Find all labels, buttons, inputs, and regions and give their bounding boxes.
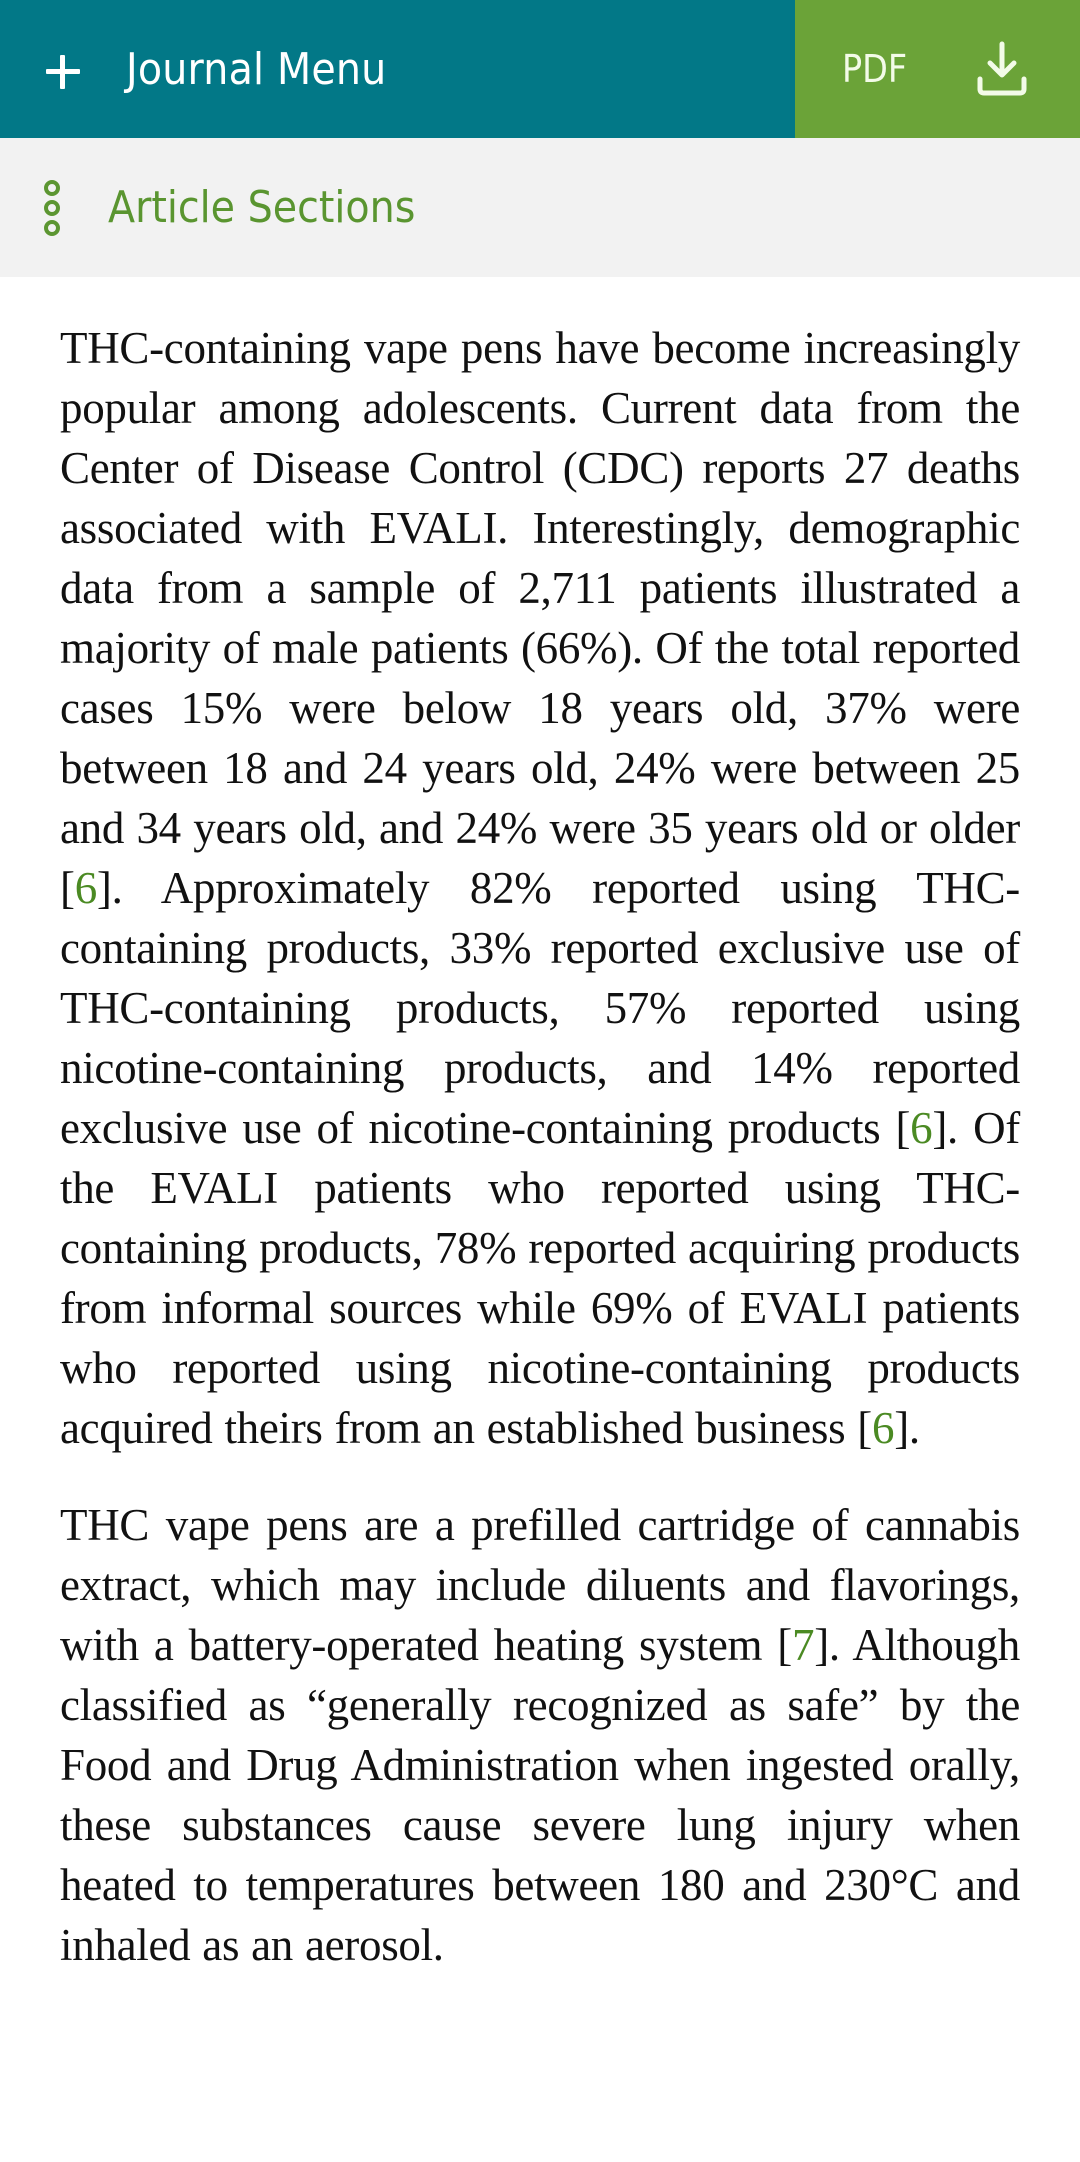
download-icon <box>976 41 1028 97</box>
pdf-download-button[interactable] <box>795 0 1080 138</box>
paragraph-text: ]. Although classified as “generally recognized as safe” by the Food and Drug Administration when ingested orally, these substances cause severe lung injury when heated to temperatures between 180 and 230°C and inhaled as an aerosol. <box>60 1620 1020 1970</box>
citation-link-6[interactable]: 6 <box>910 1103 933 1153</box>
citation-link-7[interactable]: 7 <box>791 1620 815 1670</box>
citation-link-6[interactable]: 6 <box>871 1403 895 1453</box>
article-sections-toggle[interactable] <box>0 138 1080 277</box>
journal-menu-button[interactable] <box>0 0 795 138</box>
pdf-label: PDF <box>842 47 908 91</box>
article-sections-label: Article Sections <box>108 182 416 233</box>
journal-menu-label: Journal Menu <box>126 43 387 95</box>
article-body <box>60 318 1020 1975</box>
article-paragraph <box>60 318 1020 1458</box>
paragraph-text: ]. Of the EVALI patients who reported using THC-containing products, 78% reported acquiring products from informal sources while 69% of EVALI patients who reported using nicotine-containing products acquired theirs from an established business [ <box>60 1103 1020 1453</box>
paragraph-text: THC vape pens are a prefilled cartridge of cannabis extract, which may include diluents and flavorings, with a battery-operated heating system [ <box>60 1500 1020 1670</box>
paragraph-text: ]. Approximately 82% reported using THC-containing products, 33% reported exclusive use of THC-containing products, 57% reported using nicotine-containing products, and 14% reported exclusive use of nicotine-containing products [ <box>60 863 1020 1153</box>
article-paragraph <box>60 1495 1020 1975</box>
vertical-dots-icon <box>44 180 62 236</box>
citation-link-6[interactable]: 6 <box>74 863 97 913</box>
paragraph-text: ]. <box>894 1403 920 1453</box>
plus-icon <box>46 55 80 89</box>
top-navigation-bar <box>0 0 1080 138</box>
paragraph-text: THC-containing vape pens have become increasingly popular among adolescents. Current data from the Center of Disease Control (CDC) reports 27 deaths associated with EVALI. Interestingly, demographic data from a sample of 2,711 patients illustrated a majority of male patients (66%). Of the total reported cases 15% were below 18 years old, 37% were between 18 and 24 years old, 24% were between 25 and 34 years old, and 24% were 35 years old or older [ <box>60 323 1020 913</box>
